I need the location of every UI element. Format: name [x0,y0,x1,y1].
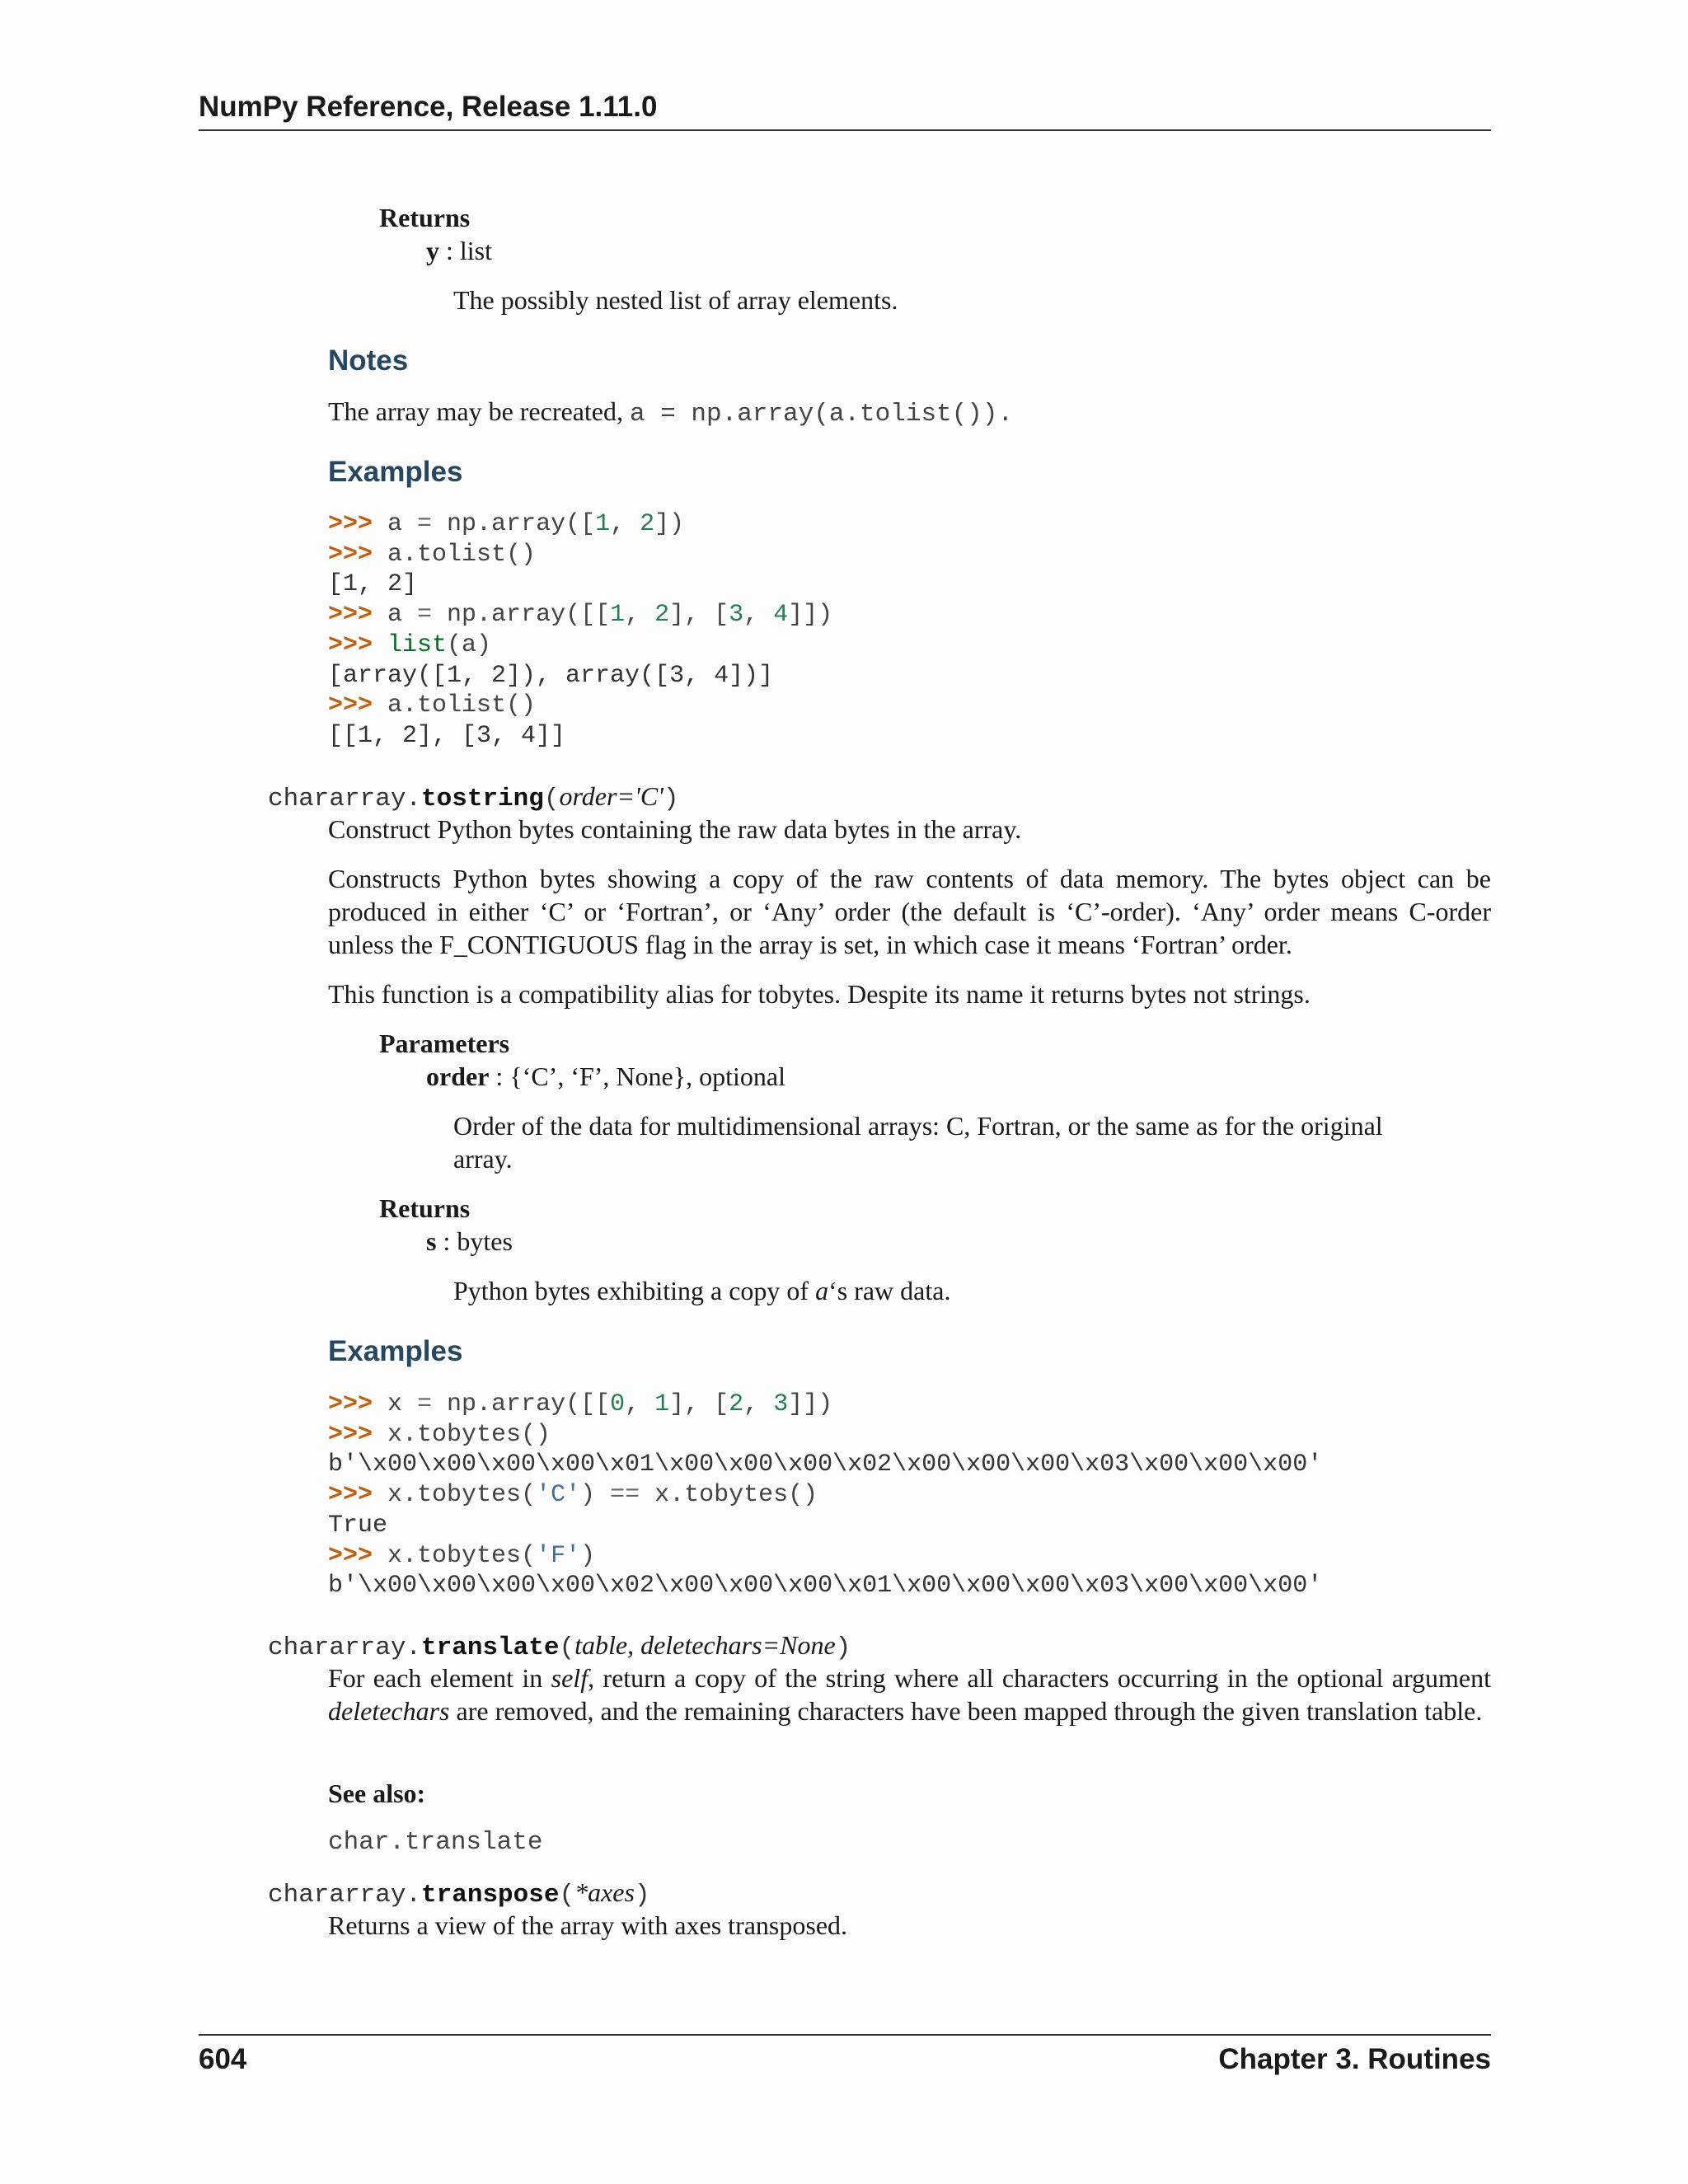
return-description-2: Python bytes exhibiting a copy of a‘s raw data. [453,1276,951,1305]
code-line: >>> a.tolist() [328,540,537,569]
code-line: b'\x00\x00\x00\x00\x02\x00\x00\x00\x01\x00\x00\x00\x03\x00\x00\x00' [328,1572,1323,1601]
footer-rule [199,2034,1491,2036]
tostring-paragraph-1: Constructs Python bytes showing a copy of the raw contents of data memory. The bytes object can be produced in either ‘C’ or ‘Fortran’, or ‘Any’ order (the default is ‘C’-order). ‘Any’ order means C-order unless the F_CONTIGUOUS flag in the array is set, in which case it means ‘Fortran’ order. [328,864,1491,959]
header-rule [199,129,1491,131]
signature-transpose: chararray.transpose(*axes) [268,1877,650,1910]
examples-heading-2: Examples [328,1335,463,1367]
code-line: >>> x.tobytes('C') == x.tobytes() [328,1481,818,1510]
see-also-label: See also: [328,1779,426,1808]
transpose-summary: Returns a view of the array with axes transposed. [328,1910,848,1940]
param-type: : {‘C’, ‘F’, None}, optional [489,1062,785,1091]
notes-text [328,395,1013,431]
code-line: [[1, 2], [3, 4]] [328,721,566,750]
chapter-title: Chapter 3. Routines [1218,2043,1491,2075]
code-line: >>> list(a) [328,630,492,659]
code-line: >>> a = np.array([[1, 2], [3, 4]]) [328,601,833,630]
code-line: [array([1, 2]), array([3, 4])] [328,661,774,690]
param-description: Order of the data for multidimensional arrays: C, Fortran, or the same as for the original array. [453,1111,1383,1174]
signature-tostring: chararray.tostring(order='C') [268,781,679,813]
code-line: >>> x.tobytes() [328,1420,551,1449]
returns-label-2: Returns [379,1193,471,1223]
code-line: [1, 2] [328,570,418,599]
return-name: y [426,236,439,265]
translate-description: For each element in self, return a copy of the string where all characters occurring in the optional argument deletechars are removed, and the remaining characters have been mapped through the given translation table. [328,1663,1492,1726]
return-type-2: : bytes [436,1226,513,1256]
param-name: order [426,1062,490,1091]
code-line: >>> x.tobytes('F') [328,1541,596,1570]
return-type: list [459,236,493,265]
code-line: True [328,1511,388,1540]
code-line: b'\x00\x00\x00\x00\x01\x00\x00\x00\x02\x00\x00\x00\x03\x00\x00\x00' [328,1451,1323,1479]
return-entry-2 [426,1225,513,1258]
returns-label: Returns [379,203,471,232]
param-entry [426,1060,785,1093]
notes-heading: Notes [328,344,409,377]
parameters-label: Parameters [379,1029,510,1058]
code-line: >>> x = np.array([[0, 1], [2, 3]]) [328,1390,833,1418]
signature-translate: chararray.translate(table, deletechars=None) [268,1630,851,1662]
notes-code: a = np.array(a.tolist()). [629,400,1014,429]
code-block-tostring [328,1390,1322,1601]
code-line: >>> a.tolist() [328,691,537,720]
return-sep: : [439,236,460,265]
page-number: 604 [199,2043,247,2075]
return-name-2: s [426,1226,437,1256]
examples-heading: Examples [328,456,463,488]
return-description: The possibly nested list of array elements. [453,285,898,315]
tostring-summary: Construct Python bytes containing the raw data bytes in the array. [328,814,1022,844]
sig-class: chararray. [268,785,422,813]
see-also-link[interactable]: char.translate [328,1828,543,1857]
code-line: >>> a = np.array([1, 2]) [328,510,685,538]
tostring-paragraph-2: This function is a compatibility alias for tobytes. Despite its name it returns bytes not strings. [328,979,1311,1009]
code-block-tolist [328,509,832,752]
sig-method-name: tostring [421,785,544,813]
return-entry [426,234,492,267]
notes-sentence: The array may be recreated, [328,396,630,426]
page-header-title: NumPy Reference, Release 1.11.0 [199,91,658,123]
sig-params: order='C' [559,781,664,811]
